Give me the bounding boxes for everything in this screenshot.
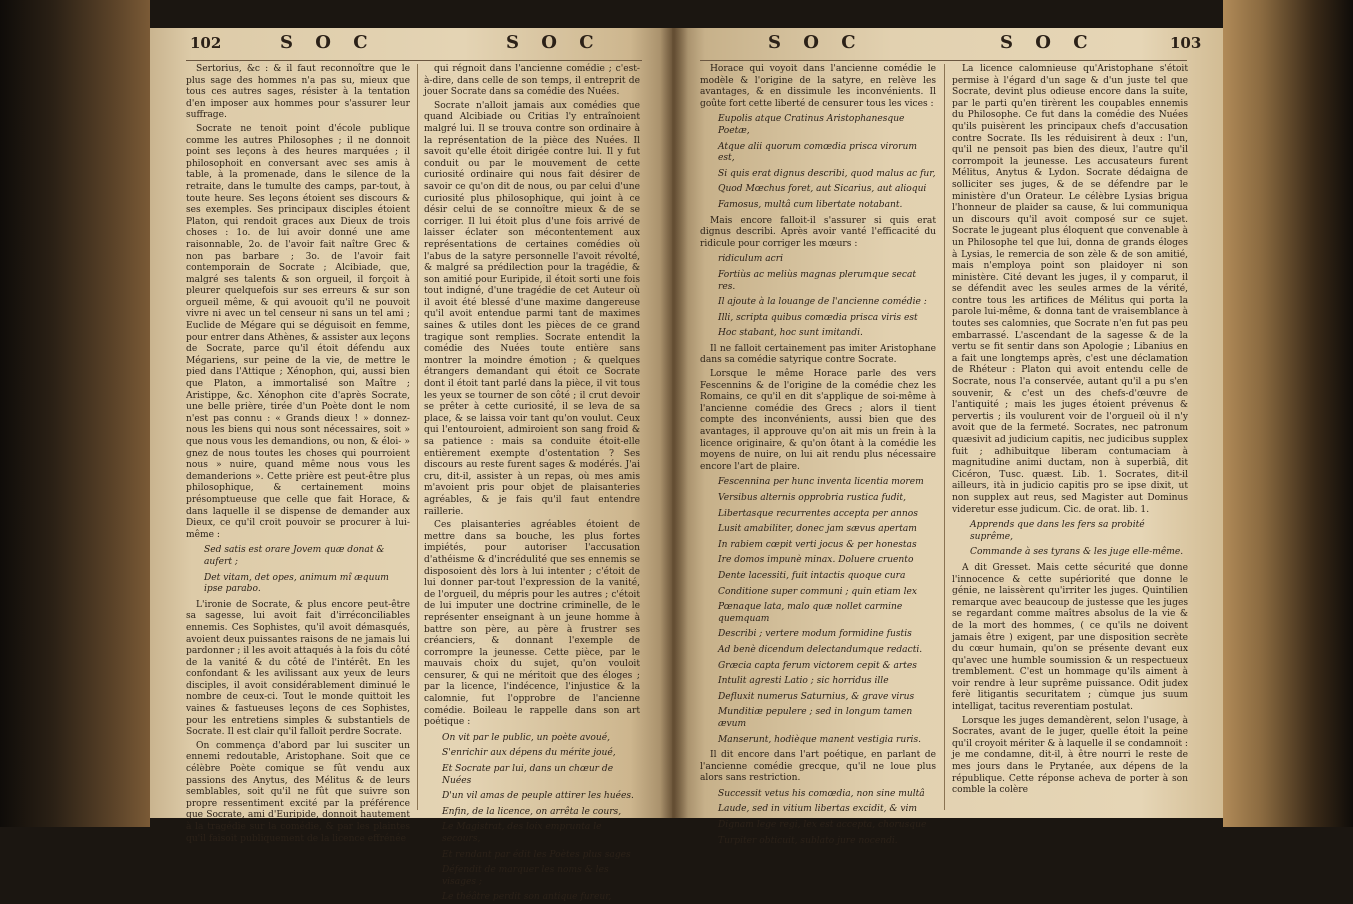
- verse-line: In rabiem cœpit verti jocus & per honestas: [718, 539, 917, 550]
- paragraph: A dit Gresset. Mais cette sécurité que donne l'innocence & cette supériorité que donne le génie, ne laissèrent qu'irriter les juges. Quintilien remarque avec beaucoup de justesse que les juges se regardant comme maîtres absolus de la vie & de la mort des hommes, ( ce qu'ils ne doivent jamais être ) exigent, par une disposition secrète du cœur humain, qu'on se présente devant eux qu'avec une humble soumission & un respectueux tremblement. C'est un hommage qu'ils aiment à voir rendre à leur suprême puissance. Odit judex ferè litigantis securitatem ; cùmque jus suum intelligat, tacitus reverentiam postulat.: [952, 562, 1188, 713]
- book-gutter: [660, 28, 688, 818]
- verse-line: Fescennina per hunc inventa licentia morem: [718, 477, 924, 488]
- verse-line: Famosus, multâ cum libertate notabant.: [718, 199, 903, 210]
- verse-line: Intulit agresti Latio ; sic horridus ille: [718, 676, 889, 687]
- verse-line: Græcia capta ferum victorem cepit & artes: [718, 660, 917, 671]
- right-page-header: [672, 32, 1223, 58]
- paragraph: Sertorius, &c : & il faut reconnoître que le plus sage des hommes n'a pas su, mieux que tous ces autres sages, résister à la tentation d'en imposer aux hommes pour s'assurer leur suffrage.: [186, 64, 410, 121]
- header-rule: [186, 60, 642, 61]
- verse-line: Hoc stabant, hoc sunt imitandi.: [718, 328, 863, 339]
- left-column-1: [186, 64, 410, 844]
- column-divider: [417, 64, 418, 810]
- verse-line: Conditione super communi ; quin etiam lex: [718, 586, 918, 597]
- paragraph: Ces plaisanteries agréables étoient de mettre dans sa bouche, les plus fortes impiétés, pour autoriser l'accusation d'athéisme & d'incrédulité que ses ennemis se disposoient dès lors à lui intenter ; c'étoit de lui donner par-tout l'expression de la vanité, de l'orgueil, du mépris pour les autres ; c'étoit de lui imputer une doctrine criminelle, de le représenter enseignant à un jeune homme à battre son père, au père à frustrer ses créanciers, & donnant l'exemple de corrompre la jeunesse. Cette pièce, par le mauvais choix du sujet, qu'on vouloit censurer, & qui ne méritoit que des éloges ; par la licence, l'indécence, l'injustice & la calomnie, fut l'opprobre de l'ancienne comédie. Boileau le rappelle dans son art poétique :: [424, 520, 640, 728]
- left-header-title-2: S O C: [506, 32, 602, 53]
- paragraph: Socrate ne tenoit point d'école publique comme les autres Philosophes ; il ne donnoit point ses leçons à des heures marquées ; il philosophoit en conversant avec ses amis à table, à la promenade, dans le silence de la retraite, dans le tumulte des camps, par-tout, à toute heure. Ses leçons étoient ses discours & ses exemples. Ses principaux disciples étoient Platon, qui rendoit graces aux Dieux de trois choses : 1o. de lui avoir donné une ame raisonnable, 2o. de l'avoir fait naître Grec & non pas barbare ; 3o. de l'avoir fait contemporain de Socrate ; Alcibiade, que, malgré ses talents & son orgueil, il forçoit à pleurer quelquefois sur ses erreurs & sur son orgueil même, & qui avouoit qu'il ne pouvoit vivre ni avec un tel censeur ni sans un tel ami ; Euclide de Mégare qui se déguisoit en femme, pour entrer dans Athènes, & assister aux leçons de Socrate, parce qu'il étoit défendu aux Mégariens, sur peine de la vie, de mettre le pied dans l'Attique ; Xénophon, qui, aussi bien que Platon, a immortalisé son Maître ; Aristippe, &c. Xénophon cite d'après Socrate, une belle prière, tirée d'un Poète dont le nom n'est pas connu : « Grands dieux ! » donnez-nous les biens qui nous sont nécessaires, soit » que nous vous les demandions, ou non, & éloi- » gnez de nous toutes les choses qui pourroient nous » nuire, quand même nous vous les demanderions ». Cette prière est peut-être plus philosophique, & certainement moins présomptueuse que celle que fait Horace, & dans laquelle il se dispense de demander aux Dieux, ce qu'il croit pouvoir se procurer à lui-même :: [186, 123, 410, 540]
- verse-line: Le Magistrat, des loix emprunta le secours,: [442, 822, 602, 844]
- paragraph: qui régnoit dans l'ancienne comédie ; c'est-à-dire, dans celle de son temps, il entreprit de jouer Socrate dans sa comédie des Nuées.: [424, 64, 640, 98]
- book-edge-right: [1223, 0, 1353, 827]
- right-header-title-2: S O C: [1000, 32, 1096, 53]
- right-page-number: 103: [1170, 34, 1202, 52]
- verse-line: S'enrichir aux dépens du mérite joué,: [442, 748, 616, 759]
- verse-line: Le théâtre perdit son antique fureur,: [442, 892, 612, 903]
- verse-line: Libertasque recurrentes accepta per annos: [718, 508, 918, 519]
- verse-line: Illi, scripta quibus comœdia prisca viris est: [718, 312, 918, 323]
- left-page-number: 102: [190, 34, 222, 52]
- verse-line: Quod Mœchus foret, aut Sicarius, aut alioqui: [718, 184, 927, 195]
- left-header-title-1: S O C: [280, 32, 376, 53]
- verse-line: Commande à ses tyrans & les juge elle-même.: [970, 547, 1184, 558]
- verse-line: Versibus alternis opprobria rustica fudit,: [718, 493, 906, 503]
- verse-line: Et rendant par édit les Poètes plus sages: [442, 849, 631, 860]
- right-column-2: [952, 64, 1188, 810]
- verse-line: Defluxit numerus Saturnius, & grave virus: [718, 691, 915, 702]
- paragraph: Lorsque le même Horace parle des vers Fescennins & de l'origine de la comédie chez les Romains, ce qu'il en dit s'applique de soi-même à l'ancienne comédie des Grecs ; alors il tient compte des inconvénients, aussi bien que des avantages, il approuve qu'on ait mis un frein à la licence originaire, & qu'on ôtant à la comédie les moyens de nuire, on lui ait rendu plus nécessaire encore l'art de plaire.: [700, 369, 936, 472]
- verse-line: Ire domos impunè minax. Doluere cruento: [718, 555, 914, 566]
- paragraph: Il ne falloit certainement pas imiter Aristophane dans sa comédie satyrique contre Socrate.: [700, 343, 936, 366]
- verse-line: Atque alii quorum comœdia prisca virorum est,: [718, 141, 917, 164]
- verse-line: Ad benè dicendum delectandumque redacti.: [718, 644, 923, 655]
- verse-line: On vit par le public, un poète avoué,: [442, 732, 611, 743]
- verse-line: Et Socrate par lui, dans un chœur de Nuées: [442, 764, 614, 786]
- right-header-title-1: S O C: [768, 32, 864, 53]
- verse-line: Apprends que dans les fers sa probité suprême,: [970, 520, 1145, 542]
- verse-line: Il ajoute à la louange de l'ancienne comédie :: [718, 297, 927, 308]
- verse-line: Pœnaque lata, malo quæ nollet carmine quemquam: [718, 602, 903, 624]
- verse-line: Fortiùs ac meliùs magnas plerumque secat res.: [718, 269, 917, 292]
- paragraph: On commença d'abord par lui susciter un ennemi redoutable, Aristophane. Soit que ce célèbre Poète comique se fût vendu aux passions des Anytus, des Mélitus & de leurs semblables, soit qu'il ne fût que suivre son propre ressentiment excité par la préférence que Socrate, ami d'Euripide, donnoit hautement à la tragédie sur la comédie, & par les plaintes qu'il faisoit publiquement de la licence effrénée: [186, 740, 410, 844]
- left-column-2: [424, 64, 640, 903]
- verse-line: Det vitam, det opes, animum mî æquum ipse parabo.: [204, 572, 389, 595]
- paragraph: Horace qui voyoit dans l'ancienne comédie le modèle & l'origine de la satyre, en relève les avantages, & en dissimule les inconvénients. Il goûte fort cette liberté de censurer tous les vices :: [700, 64, 936, 109]
- column-divider: [944, 64, 945, 810]
- verse-line: Describi ; vertere modum formidine fustis: [718, 629, 912, 640]
- paragraph: Il dit encore dans l'art poétique, en parlant de l'ancienne comédie grecque, qu'il ne loue plus alors sans restriction.: [700, 750, 936, 784]
- verse-line: ridiculum acri: [718, 254, 783, 265]
- paragraph: Socrate n'alloit jamais aux comédies que quand Alcibiade ou Critias l'y entraînoient malgré lui. Il se trouva contre son ordinaire à la représentation de la pièce des Nuées. Il savoit qu'elle étoit dirigée contre lui. Il y fut conduit ou par le mouvement de cette curiosité ordinaire qui nous fait désirer de savoir ce qu'on dit de nous, ou par celui d'une curiosité plus philosophique, qui joint à ce désir celui de se connoître mieux & de se corriger. Il lui étoit plus d'une fois arrivé de laisser éclater son mécontentement aux représentations de certaines comédies où l'abus de la satyre personnelle l'avoit révolté, & malgré sa prédilection pour la tragédie, & son amitié pour Euripide, il étoit sorti une fois tout indigné, d'une tragédie de cet Auteur où il avoit été blessé d'une maxime dangereuse qu'il avoit entendue parmi tant de maximes saines & utiles dont les pièces de ce grand tragique sont remplies. Socrate entendit la comédie des Nuées toute entière sans montrer la moindre émotion ; & quelques étrangers demandant qui étoit ce Socrate dont il étoit tant parlé dans la pièce, il vit tous les yeux se tourner de son côté ; il crut devoir se prêter à cette curiosité, il se leva de sa place, & se laissa voir tant qu'on voulut. Ceux qui l'entouroient, admiroient son sang froid & sa patience : mais sa conduite étoit-elle entièrement exempte d'ostentation ? Ses discours au reste furent sages & modérés. J'ai cru, dit-il, assister à un repas, où mes amis m'avoient pris pour objet de plaisanteries agréables, & je fais qu'il faut entendre raillerie.: [424, 100, 640, 517]
- verse-line: Sed satis est orare Jovem quæ donat & aufert ;: [204, 545, 385, 567]
- verse-line: Dignam lege regi, lex est accepta, chorusque: [718, 820, 927, 831]
- header-rule: [700, 60, 1187, 61]
- verse-line: Successit vetus his comœdia, non sine multâ: [718, 788, 925, 799]
- right-page: [672, 28, 1223, 846]
- verse-line: D'un vil amas de peuple attirer les huées.: [442, 791, 634, 802]
- verse-line: Munditiæ pepulere ; sed in longum tamen ævum: [718, 707, 913, 729]
- left-page: [150, 28, 672, 903]
- verse-line: Si quis erat dignus describi, quod malus ac fur,: [718, 168, 936, 179]
- right-column-1: [700, 64, 936, 846]
- verse-line: Enfin, de la licence, on arrêta le cours,: [442, 806, 622, 817]
- verse-line: Lusit amabiliter, donec jam sævus apertam: [718, 524, 917, 535]
- paragraph: Mais encore falloit-il s'assurer si quis erat dignus describi. Après avoir vanté l'efficacité du ridicule pour corriger les mœurs :: [700, 215, 936, 249]
- left-page-header: [150, 32, 672, 58]
- verse-line: Eupolis atque Cratinus Aristophanesque Poetæ,: [718, 114, 905, 136]
- paragraph: L'ironie de Socrate, & plus encore peut-être sa sagesse, lui avoit fait d'irréconciliables ennemis. Ces Sophistes, qu'il avoit démasqués, avoient deux puissantes raisons de ne jamais lui pardonner ; il les avoit attaqués à la fois du côté de la vanité & du côté de l'intérêt. En les confondant & les avilissant aux yeux de leurs disciples, il avoit considérablement diminué le nombre de ceux-ci. Tout le monde quittoit les vaines & fastueuses leçons de ces Sophistes, pour les entretiens simples & substantiels de Socrate. Il est clair qu'il falloit perdre Socrate.: [186, 599, 410, 738]
- verse-line: Défendit de marquer les noms & les visages ;: [442, 865, 609, 887]
- verse-line: Dente lacessiti, fuit intactis quoque cura: [718, 570, 906, 581]
- paragraph: Lorsque les juges demandèrent, selon l'usage, à Socrates, avant de le juger, quelle étoit la peine qu'il croyoit mériter & à laquelle il se condamnoit : je me condamne, dit-il, à être nourri le reste de mes jours dans le Prytanée, aux dépens de la république. Cette réponse acheva de porter à son comble la colère: [952, 715, 1188, 796]
- verse-line: Turpiter obticuit, sublato jure nocendi.: [718, 835, 898, 846]
- verse-line: Laude, sed in vitium libertas excidit, & vim: [718, 804, 918, 815]
- paragraph: La licence calomnieuse qu'Aristophane s'étoit permise à l'égard d'un sage & d'un juste tel que Socrate, devint plus odieuse encore dans la suite, par le parti qu'en tirèrent les coupables ennemis du Philosophe. Ce fut dans la comédie des Nuées qu'ils puisèrent les principaux chefs d'accusation contre Socrate. Ils les réduisirent à deux : l'un, qu'il ne pensoit pas bien des dieux, l'autre qu'il corrompoit la jeunesse. Les accusateurs furent Mélitus, Anytus & Lydon. Socrate dédaigna de solliciter ses juges, & de se défendre par le ministère d'un Orateur. Le célèbre Lysias brigua l'honneur de plaider sa cause, & lui communiqua un discours qu'il avoit composé sur ce sujet. Socrate le jugeant plus éloquent que convenable à un Philosophe tel que lui, donna de grands éloges à Lysias, le remercia de son zèle & de son amitié, mais n'employa point son plaidoyer ni son ministère. Cité devant les juges, il y comparut, il se défendit avec les seules armes de la vérité, contre tous les artifices de Mélitus qui porta la parole lui-même, & donna tant de vraisemblance à toutes ses calomnies, que Socrate n'en fut pas peu embarrassé. L'ascendant de la sagesse & de la vertu se fit sentir dans son Apologie ; Libanius en a fait une longtemps après, c'est une déclamation de Rhéteur : Platon qui avoit entendu celle de Socrate, nous l'a conservée, autant qu'il a pu s'en souvenir, & c'est un des chefs-d'œuvre de l'antiquité ; mais les juges étoient prévenus & pervertis ; ils voulurent voir de l'orgueil où il n'y avoit que de la fermeté. Socrates, nec patronum quæsivit ad judicium capitis, nec judicibus supplex fuit ; adhibuitque liberam contumaciam à magnitudine animi ductam, non à superbiâ, dit Cicéron, Tusc. quæst. Lib. 1. Socrates, dit-il ailleurs, ità in judicio capitis pro se ipse dixit, ut non supplex aut reus, sed Magister aut Dominus videretur esse judicum. Cic. de orat. lib. 1.: [952, 64, 1188, 515]
- verse-line: Manserunt, hodièque manent vestigia ruris.: [718, 734, 922, 745]
- book-edge-left: [0, 0, 150, 827]
